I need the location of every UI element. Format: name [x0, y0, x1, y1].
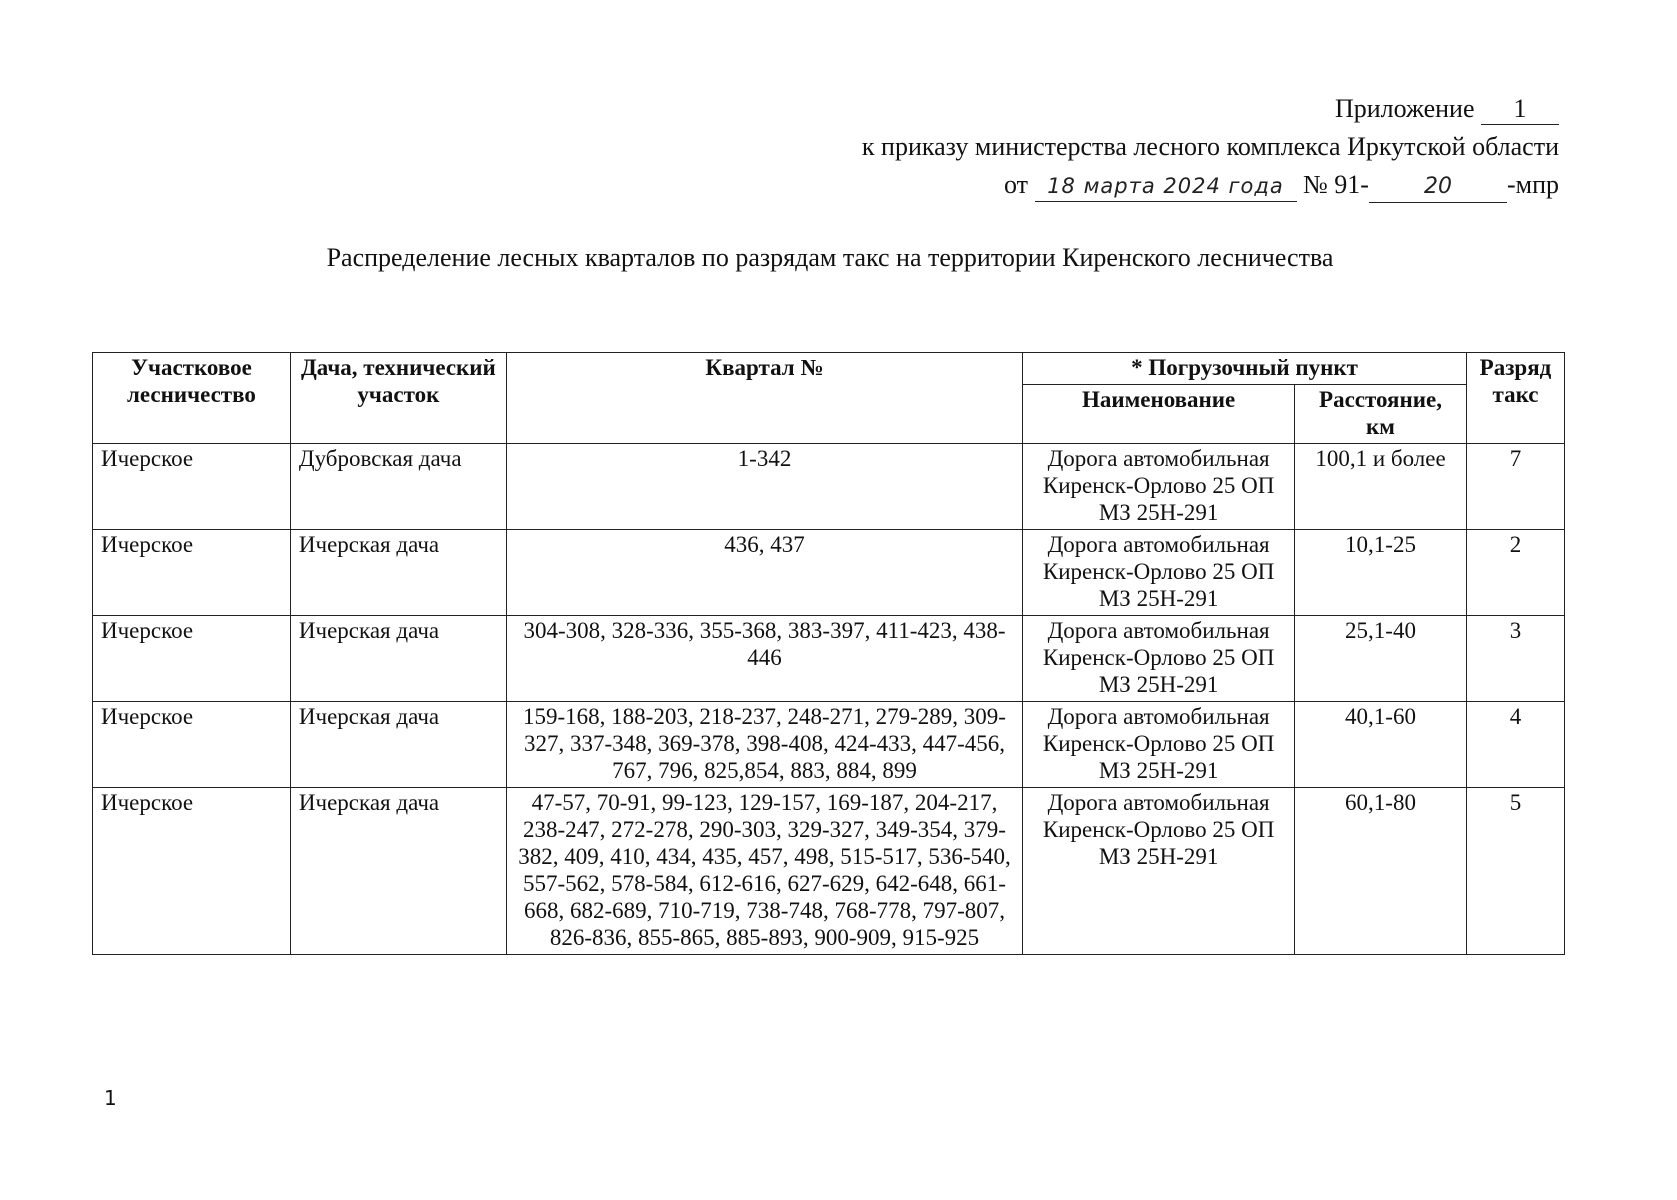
cell-quarters: 1-342 [506, 444, 1022, 530]
order-line: к приказу министерства лесного комплекса Иркутской области [861, 132, 1559, 161]
cell-distance: 60,1-80 [1295, 788, 1467, 955]
header-dacha: Дача, технический участок [290, 353, 506, 444]
page-number: 1 [104, 1086, 117, 1110]
cell-loading-name: Дорога автомобильная Киренск-Орлово 25 ОП МЗ 25Н-291 [1023, 444, 1295, 530]
cell-distance: 100,1 и более [1295, 444, 1467, 530]
cell-rank: 7 [1466, 444, 1564, 530]
table-row [93, 616, 1565, 702]
cell-dacha: Ичерская дача [290, 530, 506, 616]
cell-dacha: Ичерская дача [290, 788, 506, 955]
table-row [93, 788, 1565, 955]
cell-rank: 2 [1466, 530, 1564, 616]
header-row [93, 353, 1565, 385]
table-row [93, 702, 1565, 788]
order-date-line [862, 166, 1559, 204]
header-rank: Разряд такс [1466, 353, 1564, 444]
cell-distance: 40,1-60 [1295, 702, 1467, 788]
cell-quarters: 304-308, 328-336, 355-368, 383-397, 411-423, 438-446 [506, 616, 1022, 702]
order-number: 20 [1369, 172, 1507, 203]
cell-district: Ичерское [93, 616, 291, 702]
table-row [93, 530, 1565, 616]
cell-loading-name: Дорога автомобильная Киренск-Орлово 25 ОП МЗ 25Н-291 [1023, 530, 1295, 616]
cell-quarters: 47-57, 70-91, 99-123, 129-157, 169-187, 204-217, 238-247, 272-278, 290-303, 329-327, 349-354, 379-382, 409, 410, 434, 435, 457, 498, 515-517, 536-540, 557-562, 578-584, 612-616, 627-629, 642-648, 661-668, 682-689, 710-719, 738-748, 768-778, 797-807, 826-836, 855-865, 885-893, 900-909, 915-925 [506, 788, 1022, 955]
document-title: Распределение лесных кварталов по разрядам такс на территории Киренского лесничества [326, 243, 1334, 272]
cell-dacha: Ичерская дача [290, 616, 506, 702]
cell-loading-name: Дорога автомобильная Киренск-Орлово 25 ОП МЗ 25Н-291 [1023, 702, 1295, 788]
table-row [93, 444, 1565, 530]
cell-rank: 5 [1466, 788, 1564, 955]
number-prefix: № 91- [1303, 170, 1369, 199]
number-suffix: -мпр [1506, 170, 1559, 199]
appendix-line [862, 90, 1559, 128]
cell-distance: 10,1-25 [1295, 530, 1467, 616]
header-district: Участковое лесничество [93, 353, 291, 444]
cell-district: Ичерское [93, 702, 291, 788]
cell-district: Ичерское [93, 788, 291, 955]
from-label: от [1003, 170, 1028, 199]
cell-district: Ичерское [93, 444, 291, 530]
cell-rank: 3 [1466, 616, 1564, 702]
cell-distance: 25,1-40 [1295, 616, 1467, 702]
cell-dacha: Ичерская дача [290, 702, 506, 788]
header-distance: Расстояние, км [1295, 385, 1467, 444]
cell-loading-name: Дорога автомобильная Киренск-Орлово 25 ОП МЗ 25Н-291 [1023, 616, 1295, 702]
order-date: 18 марта 2024 года [1035, 171, 1297, 202]
header-quarter: Квартал № [506, 353, 1022, 444]
appendix-number: 1 [1481, 94, 1559, 125]
cell-district: Ичерское [93, 530, 291, 616]
appendix-label: Приложение [1334, 94, 1475, 123]
cell-dacha: Дубровская дача [290, 444, 506, 530]
cell-loading-name: Дорога автомобильная Киренск-Орлово 25 ОП МЗ 25Н-291 [1023, 788, 1295, 955]
cell-quarters: 159-168, 188-203, 218-237, 248-271, 279-289, 309-327, 337-348, 369-378, 398-408, 424-433, 447-456, 767, 796, 825,854, 883, 884, 899 [506, 702, 1022, 788]
cell-quarters: 436, 437 [506, 530, 1022, 616]
quarters-table [92, 352, 1565, 955]
header-loading-point: * Погрузочный пункт [1023, 353, 1467, 385]
appendix-header [862, 90, 1559, 204]
cell-rank: 4 [1466, 702, 1564, 788]
header-name: Наименование [1023, 385, 1295, 444]
